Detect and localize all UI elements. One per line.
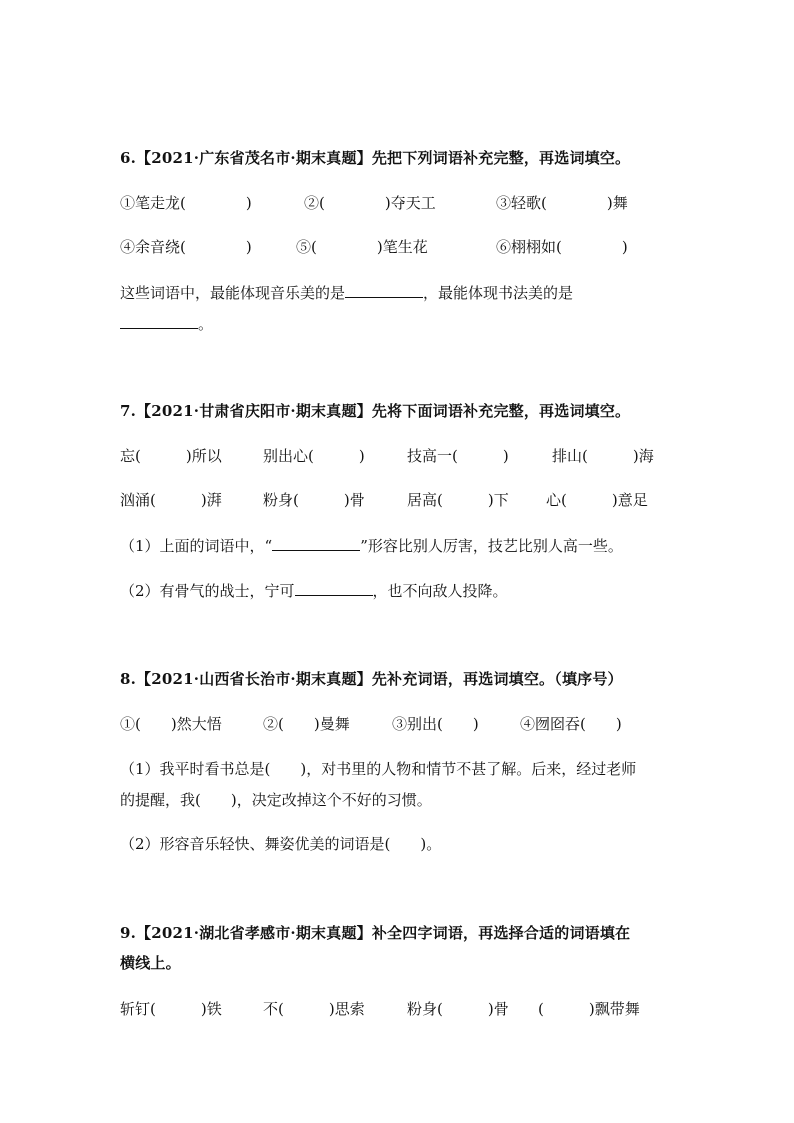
q7-item-7: 居高( )下 <box>407 491 509 509</box>
q6-blank-music[interactable] <box>345 283 423 298</box>
q8-item-3: ③别出( ) <box>392 715 479 733</box>
q8-title: 8.【2021·山西省长治市·期末真题】先补充词语，再选词填空。（填序号） <box>120 670 623 688</box>
q9-title-line2: 横线上。 <box>120 954 181 972</box>
q7-sub1 <box>120 535 623 556</box>
q9-item-4: ( )飘带舞 <box>538 1000 640 1018</box>
q7-blank-2[interactable] <box>295 581 373 596</box>
q8-item-2: ②( )曼舞 <box>263 715 350 733</box>
q7-item-1: 忘( )所以 <box>120 447 222 465</box>
q6-item-6: ⑥栩栩如( ) <box>496 238 628 256</box>
q6-item-4: ④余音绕( ) <box>120 238 252 256</box>
q6-title: 6.【2021·广东省茂名市·期末真题】先把下列词语补充完整，再选词填空。 <box>120 149 631 167</box>
q6-blank-calligraphy[interactable] <box>120 314 198 329</box>
q8-sub2: （2）形容音乐轻快、舞姿优美的词语是( )。 <box>120 835 442 853</box>
q6-sentence-end: 。 <box>198 315 214 333</box>
q9-item-2: 不( )思索 <box>263 1000 365 1018</box>
q7-item-3: 技高一( ) <box>407 447 509 465</box>
q7-sub1-a: （1）上面的词语中，“ <box>120 537 273 555</box>
q7-title: 7.【2021·甘肃省庆阳市·期末真题】先将下面词语补充完整，再选词填空。 <box>120 402 631 420</box>
q6-item-2: ②( )夺天工 <box>304 194 436 212</box>
q7-blank-1[interactable] <box>272 536 360 551</box>
q6-item-1: ①笔走龙( ) <box>120 194 252 212</box>
q8-sub1-line1: （1）我平时看书总是( )，对书里的人物和情节不甚了解。后来，经过老师 <box>120 760 637 778</box>
q7-sub2-b: ，也不向敌人投降。 <box>372 582 508 600</box>
q8-sub1-line2: 的提醒，我( )，决定改掉这个不好的习惯。 <box>120 791 432 809</box>
q7-sub2 <box>120 580 508 601</box>
q6-sentence <box>120 282 573 303</box>
q6-sentence-cont <box>120 313 213 334</box>
q8-item-4: ④囫囵吞( ) <box>520 715 622 733</box>
q7-sub2-a: （2）有骨气的战士，宁可 <box>120 582 295 600</box>
q6-item-5: ⑤( )笔生花 <box>296 238 428 256</box>
q8-item-1: ①( )然大悟 <box>120 715 222 733</box>
q9-title-line1: 9.【2021·湖北省孝感市·期末真题】补全四字词语，再选择合适的词语填在 <box>120 924 631 942</box>
q7-item-5: 汹涌( )湃 <box>120 491 222 509</box>
q6-item-3: ③轻歌( )舞 <box>496 194 628 212</box>
q7-item-4: 排山( )海 <box>552 447 654 465</box>
q9-item-1: 斩钉( )铁 <box>120 1000 222 1018</box>
q6-sentence-part2: ，最能体现书法美的是 <box>423 284 574 302</box>
q7-item-6: 粉身( )骨 <box>263 491 365 509</box>
q7-sub1-b: ”形容比别人厉害，技艺比别人高一些。 <box>360 537 623 555</box>
q9-item-3: 粉身( )骨 <box>407 1000 509 1018</box>
q7-item-2: 别出心( ) <box>263 447 365 465</box>
q6-sentence-part1: 这些词语中，最能体现音乐美的是 <box>120 284 346 302</box>
q7-item-8: 心( )意足 <box>546 491 648 509</box>
